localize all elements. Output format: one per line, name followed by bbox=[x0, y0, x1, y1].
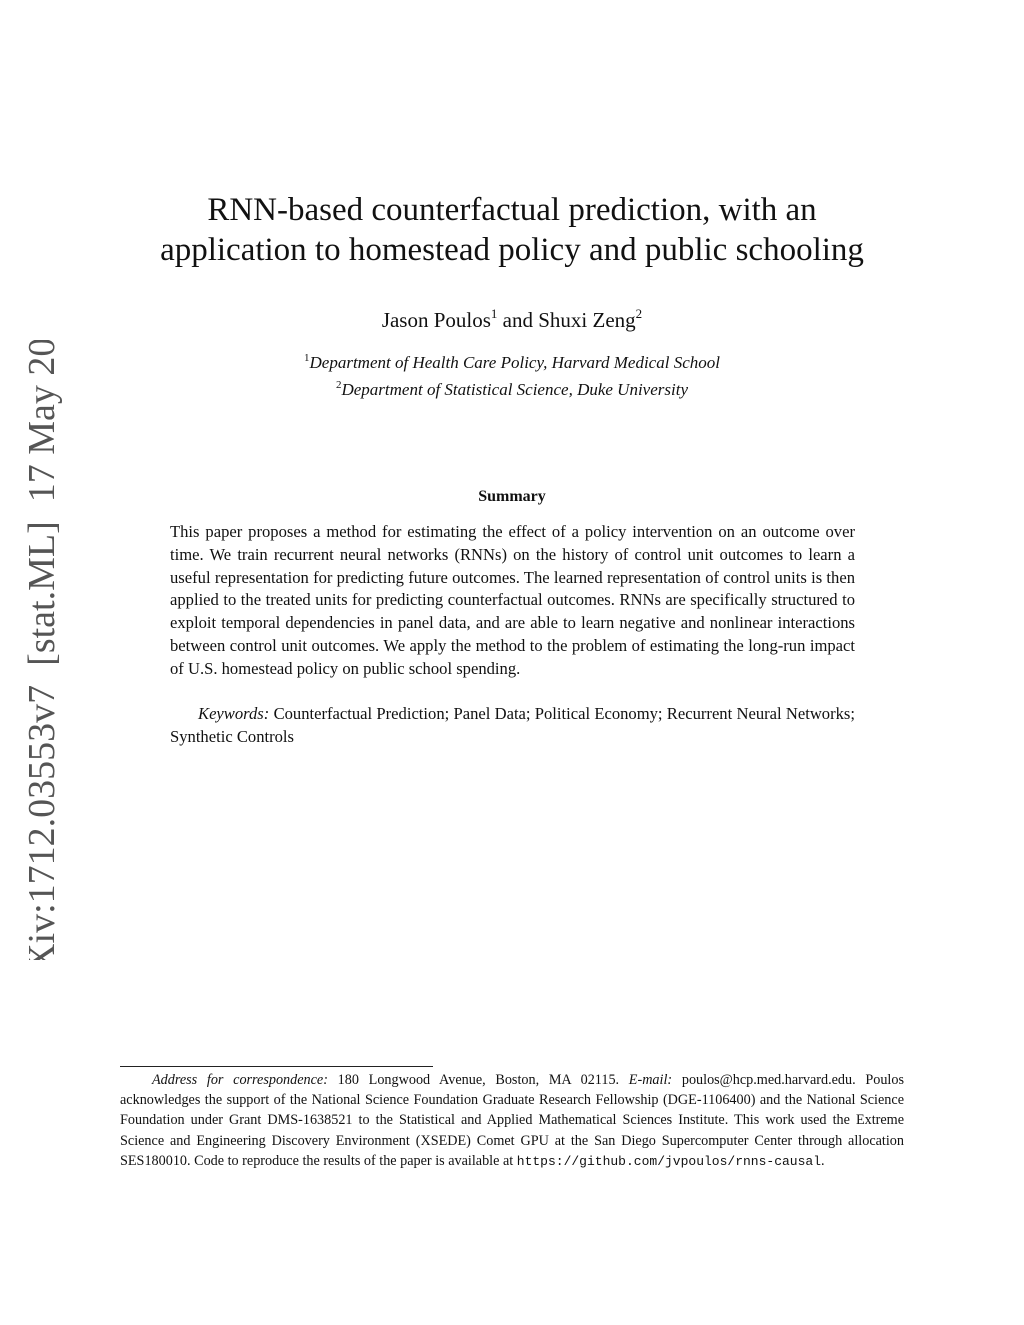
title-line-1: RNN-based counterfactual prediction, with an bbox=[207, 192, 817, 228]
keywords-label: Keywords: bbox=[198, 704, 270, 723]
summary-heading: Summary bbox=[478, 488, 546, 505]
arxiv-identifier-stamp bbox=[10, 340, 70, 960]
affiliation-line bbox=[120, 347, 904, 374]
paper-title bbox=[120, 190, 904, 270]
affiliation-mark: 2 bbox=[335, 379, 342, 391]
affiliation-mark: 1 bbox=[304, 352, 310, 364]
email-address[interactable]: poulos@hcp.med.harvard.edu. bbox=[681, 1072, 856, 1088]
author-list bbox=[120, 300, 904, 334]
address-text: 180 Longwood Avenue, Boston, MA 02115. bbox=[337, 1072, 620, 1088]
author-name: Shuxi Zeng bbox=[538, 308, 636, 332]
author-name: Jason Poulos bbox=[381, 308, 491, 332]
keywords-paragraph bbox=[170, 703, 855, 749]
email-label: E-mail: bbox=[628, 1072, 673, 1088]
affiliation-text: Department of Statistical Science, Duke University bbox=[341, 380, 689, 399]
footnote-end: . bbox=[821, 1152, 825, 1169]
code-repository-link[interactable]: https://github.com/jvpoulos/rnns-causal bbox=[516, 1153, 822, 1169]
author-connector: and bbox=[502, 308, 533, 332]
arxiv-id-text: arXiv:1712.03553v7 [stat.ML] 17 May 2021 bbox=[21, 340, 63, 960]
affiliation-text: Department of Health Care Policy, Harvard Medical School bbox=[309, 353, 720, 372]
address-label: Address for correspondence: bbox=[152, 1072, 328, 1088]
affiliation-list bbox=[120, 347, 904, 401]
title-line-2: application to homestead policy and public schooling bbox=[160, 232, 864, 268]
footnote bbox=[120, 1070, 904, 1172]
author-affiliation-mark: 2 bbox=[635, 306, 643, 321]
footnote-body: Poulos acknowledges the support of the National Science Foundation Graduate Research Fellowship (DGE-1106400) and the National Science Foundation under Grant DMS-1638521 to the Statistical and Applied Mathematical Sciences Institute. This work used the Extreme Science and Engineering Discovery Environment (XSEDE) Comet GPU at the San Diego Supercomputer Center through allocation SES180010. Code to reproduce the results of the paper is available at bbox=[120, 1072, 904, 1169]
keywords-text: Counterfactual Prediction; Panel Data; Political Economy; Recurrent Neural Networks; Synthetic Controls bbox=[170, 704, 855, 746]
arxiv-stamp-svg bbox=[10, 340, 70, 960]
author-affiliation-mark: 1 bbox=[490, 306, 498, 321]
footnote-divider bbox=[120, 1066, 433, 1067]
summary-paragraph: This paper proposes a method for estimating the effect of a policy intervention on an outcome over time. We train recurrent neural networks (RNNs) on the history of control unit outcomes to learn a useful representation for predicting future outcomes. The learned representation of control units is then applied to the treated units for predicting counterfactual outcomes. RNNs are specifically structured to exploit temporal dependencies in panel data, and are able to learn negative and nonlinear interactions between control unit outcomes. We apply the method to the problem of estimating the long-run impact of U.S. homestead policy on public school spending. bbox=[170, 522, 855, 678]
affiliation-line bbox=[120, 374, 904, 401]
